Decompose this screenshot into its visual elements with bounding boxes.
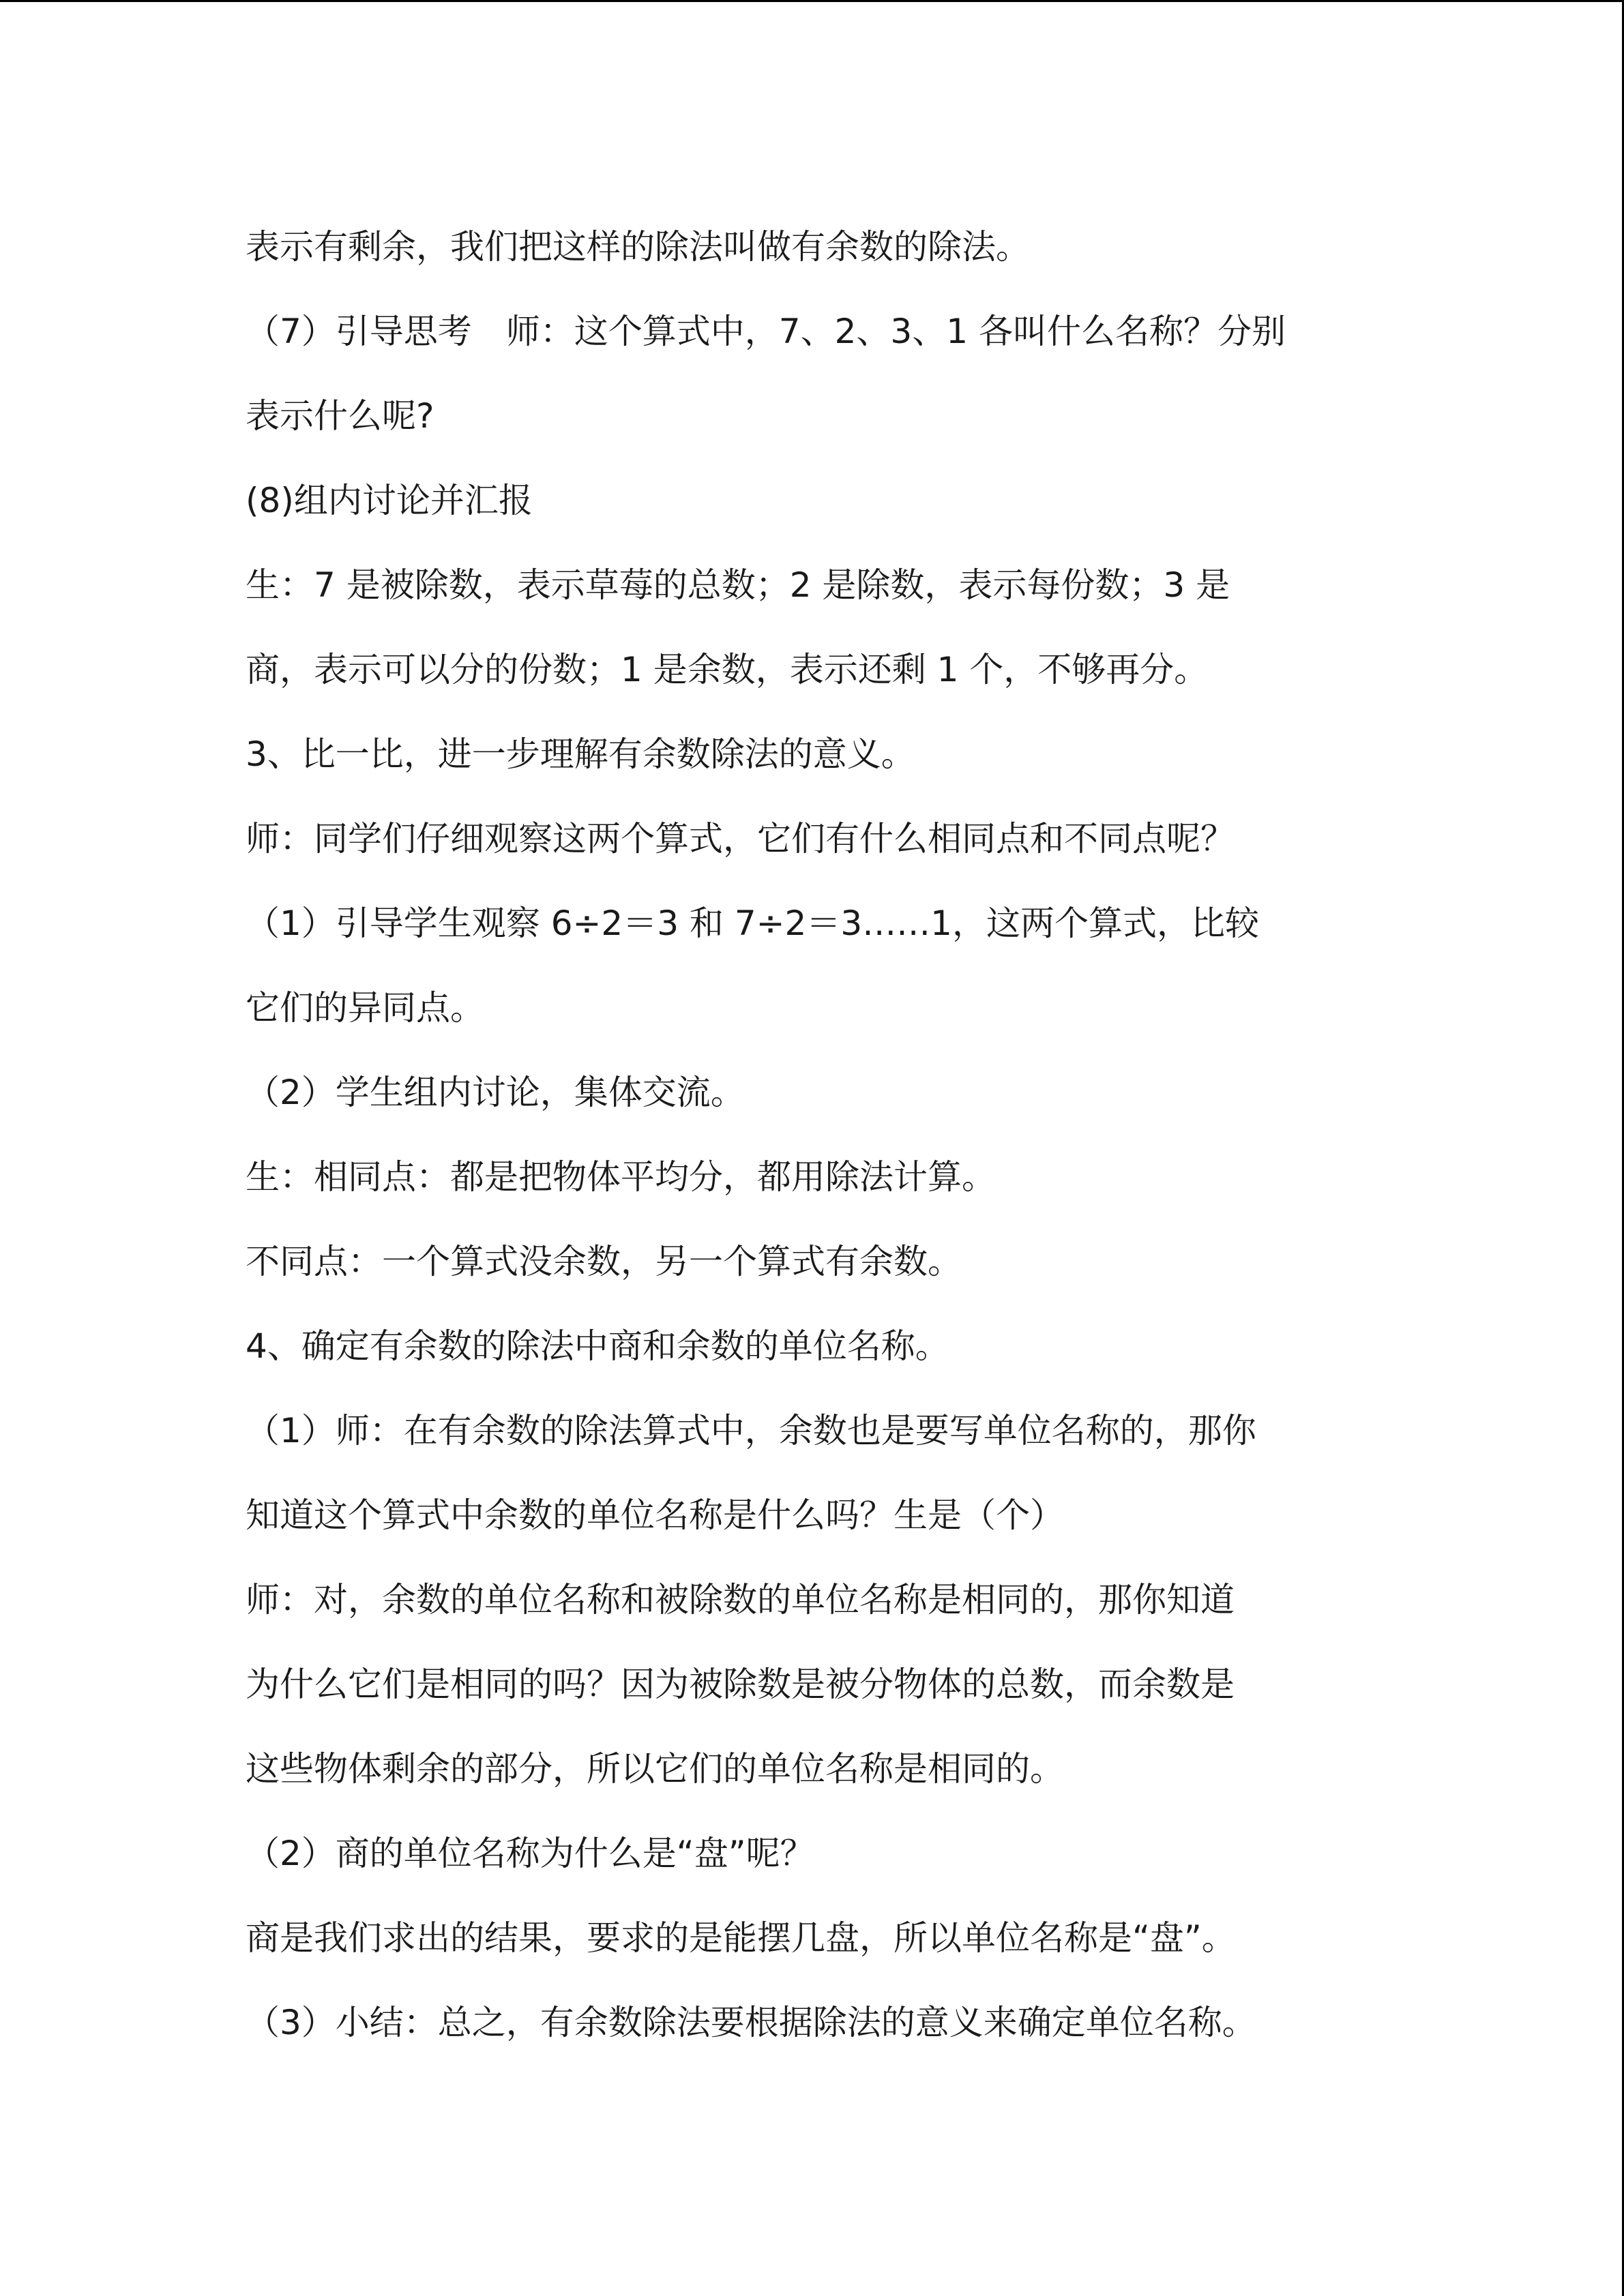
document-body: [246, 205, 1405, 2065]
text-line: （3）小结：总之，有余数除法要根据除法的意义来确定单位名称。: [246, 2003, 1256, 2042]
text-line: （2）学生组内讨论，集体交流。: [246, 1073, 745, 1112]
text-line: 它们的异同点。: [246, 988, 484, 1028]
text-line: 表示有剩余，我们把这样的除法叫做有余数的除法。: [246, 227, 1030, 267]
text-line: （1）引导学生观察 6÷2＝3 和 7÷2＝3……1，这两个算式，比较: [246, 904, 1259, 943]
text-line: 生：相同点：都是把物体平均分，都用除法计算。: [246, 1157, 996, 1197]
text-line: 为什么它们是相同的吗？因为被除数是被分物体的总数，而余数是: [246, 1665, 1235, 1704]
text-line: (8)组内讨论并汇报: [246, 481, 533, 520]
text-line: 生：7 是被除数，表示草莓的总数；2 是除数，表示每份数；3 是: [246, 565, 1230, 605]
text-line: （2）商的单位名称为什么是“盘”呢？: [246, 1834, 814, 1873]
text-line: （7）引导思考 师：这个算式中，7、2、3、1 各叫什么名称？分别: [246, 312, 1286, 351]
text-line: 商，表示可以分的份数；1 是余数，表示还剩 1 个，不够再分。: [246, 650, 1209, 689]
text-line: 3、比一比，进一步理解有余数除法的意义。: [246, 734, 915, 774]
text-line: 表示什么呢?: [246, 396, 434, 436]
page-border-top: [0, 0, 1624, 2]
text-line: 商是我们求出的结果，要求的是能摆几盘，所以单位名称是“盘”。: [246, 1918, 1236, 1958]
text-line: 不同点：一个算式没余数，另一个算式有余数。: [246, 1242, 962, 1281]
text-line: 知道这个算式中余数的单位名称是什么吗？生是（个）: [246, 1495, 1064, 1535]
text-line: 这些物体剩余的部分，所以它们的单位名称是相同的。: [246, 1749, 1064, 1789]
text-line: 师：对，余数的单位名称和被除数的单位名称是相同的，那你知道: [246, 1580, 1235, 1620]
text-line: （1）师：在有余数的除法算式中，余数也是要写单位名称的，那你: [246, 1411, 1256, 1450]
text-line: 师：同学们仔细观察这两个算式，它们有什么相同点和不同点呢？: [246, 819, 1235, 859]
text-line: 4、确定有余数的除法中商和余数的单位名称。: [246, 1326, 949, 1366]
